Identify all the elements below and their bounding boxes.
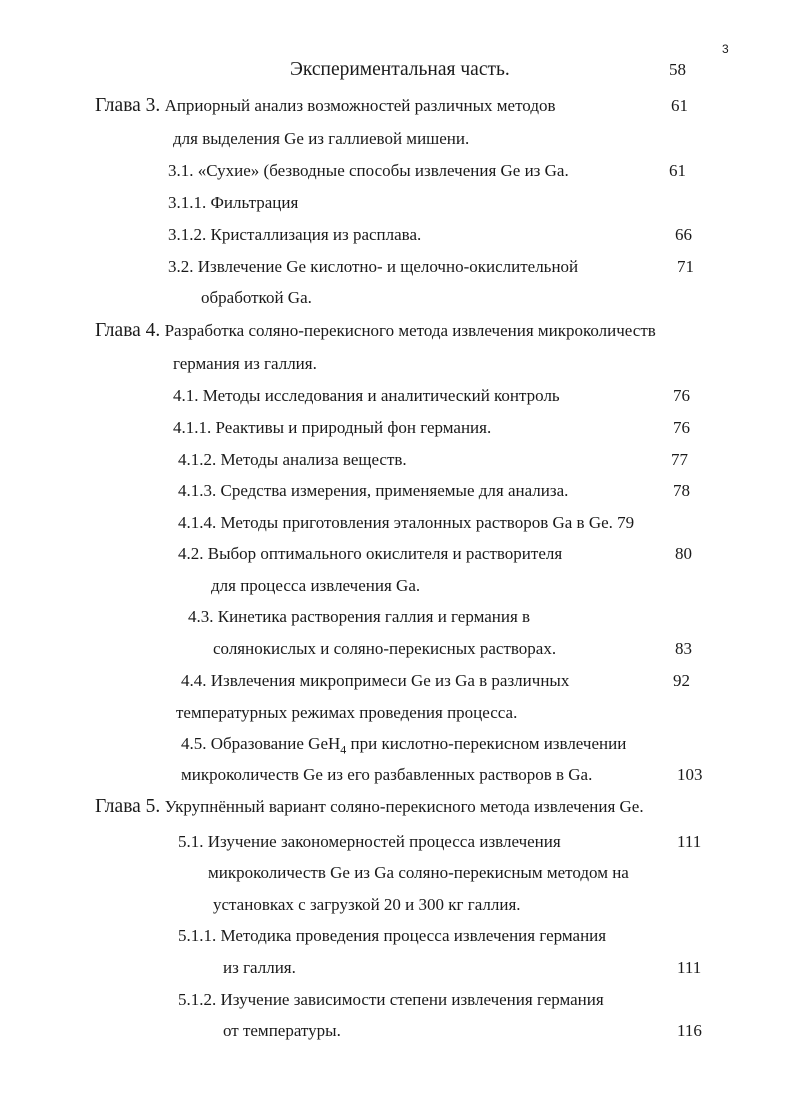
toc-entry-4-3-cont: солянокислых и соляно-перекисных растворах.: [213, 639, 557, 658]
toc-page-3-2: 71: [677, 257, 694, 276]
toc-entry-4-1-3: 4.1.3. Средства измерения, применяемые для анализа.: [178, 481, 569, 500]
toc-page-3-1: 61: [669, 161, 686, 180]
toc-page-4-2: 80: [675, 544, 692, 563]
toc-page-5-1-2: 116: [677, 1021, 702, 1040]
toc-entry-3-1: 3.1. «Сухие» (безводные способы извлечения Ge из Ga.: [168, 161, 569, 180]
chapter-4-title-cont: германия из галлия.: [173, 354, 317, 373]
toc-entry-5-1-2: 5.1.2. Изучение зависимости степени извлечения германия: [178, 990, 604, 1009]
chapter-4-label: Глава 4.: [95, 320, 161, 341]
toc-page-4-1-1: 76: [673, 418, 690, 437]
toc-page-3-1-2: 66: [675, 225, 692, 244]
toc-page-experimental: 58: [669, 60, 686, 79]
chapter-3-title-cont: для выделения Ge из галлиевой мишени.: [173, 129, 470, 148]
toc-entry-4-4: 4.4. Извлечения микропримеси Ge из Ga в различных: [181, 671, 570, 690]
toc-entry-4-5: [181, 734, 626, 759]
toc-page-4-1: 76: [673, 386, 690, 405]
chapter-5-label: Глава 5.: [95, 796, 161, 817]
toc-page-4-1-2: 77: [671, 450, 688, 469]
entry-4-5-text-a: 4.5. Образование GeH: [181, 734, 341, 753]
toc-page-4-3: 83: [675, 639, 692, 658]
entry-4-5-text-b: при кислотно-перекисном извлечении: [346, 734, 627, 753]
toc-entry-experimental: Экспериментальная часть.: [290, 59, 510, 80]
toc-chapter-5: [95, 797, 644, 817]
toc-entry-3-1-2: 3.1.2. Кристаллизация из расплава.: [168, 225, 422, 244]
toc-entry-4-3: 4.3. Кинетика растворения галлия и германия в: [188, 607, 531, 626]
chapter-3-label: Глава 3.: [95, 95, 161, 116]
toc-entry-5-1-cont: микроколичеств Ge из Ga соляно-перекисным методом на: [208, 863, 629, 882]
toc-entry-3-2: 3.2. Извлечение Ge кислотно- и щелочно-окислительной: [168, 257, 579, 276]
entry-4-5-subscript: 4: [340, 742, 347, 757]
toc-entry-5-1-cont2: установках с загрузкой 20 и 300 кг галлия.: [213, 895, 521, 914]
toc-page-4-4: 92: [673, 671, 690, 690]
toc-page-5-1-1: 111: [677, 958, 702, 977]
toc-entry-4-1-1: 4.1.1. Реактивы и природный фон германия.: [173, 418, 492, 437]
toc-page-4-5: 103: [677, 765, 703, 784]
toc-entry-4-1: 4.1. Методы исследования и аналитический контроль: [173, 386, 560, 405]
chapter-3-title: Априорный анализ возможностей различных методов: [164, 96, 556, 115]
toc-page-5-1: 111: [677, 832, 702, 851]
toc-entry-4-2-cont: для процесса извлечения Ga.: [211, 576, 421, 595]
toc-entry-5-1-1-cont: из галлия.: [223, 958, 296, 977]
toc-entry-4-2: 4.2. Выбор оптимального окислителя и растворителя: [178, 544, 563, 563]
toc-entry-5-1-1: 5.1.1. Методика проведения процесса извлечения германия: [178, 926, 607, 945]
toc-entry-3-1-1: 3.1.1. Фильтрация: [168, 193, 299, 212]
toc-page-4-1-3: 78: [673, 481, 690, 500]
toc-entry-4-5-cont: микроколичеств Ge из его разбавленных растворов в Ga.: [181, 765, 593, 784]
chapter-5-title: Укрупнённый вариант соляно-перекисного метода извлечения Ge.: [164, 797, 644, 816]
toc-entry-4-1-2: 4.1.2. Методы анализа веществ.: [178, 450, 407, 469]
toc-entry-4-4-cont: температурных режимах проведения процесса.: [176, 703, 518, 722]
toc-chapter-4: [95, 321, 656, 341]
toc-entry-5-1-2-cont: от температуры.: [223, 1021, 341, 1040]
toc-page-ch3: 61: [671, 96, 688, 115]
toc-entry-5-1: 5.1. Изучение закономерностей процесса извлечения: [178, 832, 561, 851]
toc-entry-3-2-cont: обработкой Ga.: [201, 288, 312, 307]
page-number: 3: [722, 42, 729, 56]
toc-entry-4-1-4: 4.1.4. Методы приготовления эталонных растворов Ga в Ge. 79: [178, 513, 635, 532]
toc-chapter-3: [95, 96, 556, 116]
chapter-4-title: Разработка соляно-перекисного метода извлечения микроколичеств: [164, 321, 656, 340]
